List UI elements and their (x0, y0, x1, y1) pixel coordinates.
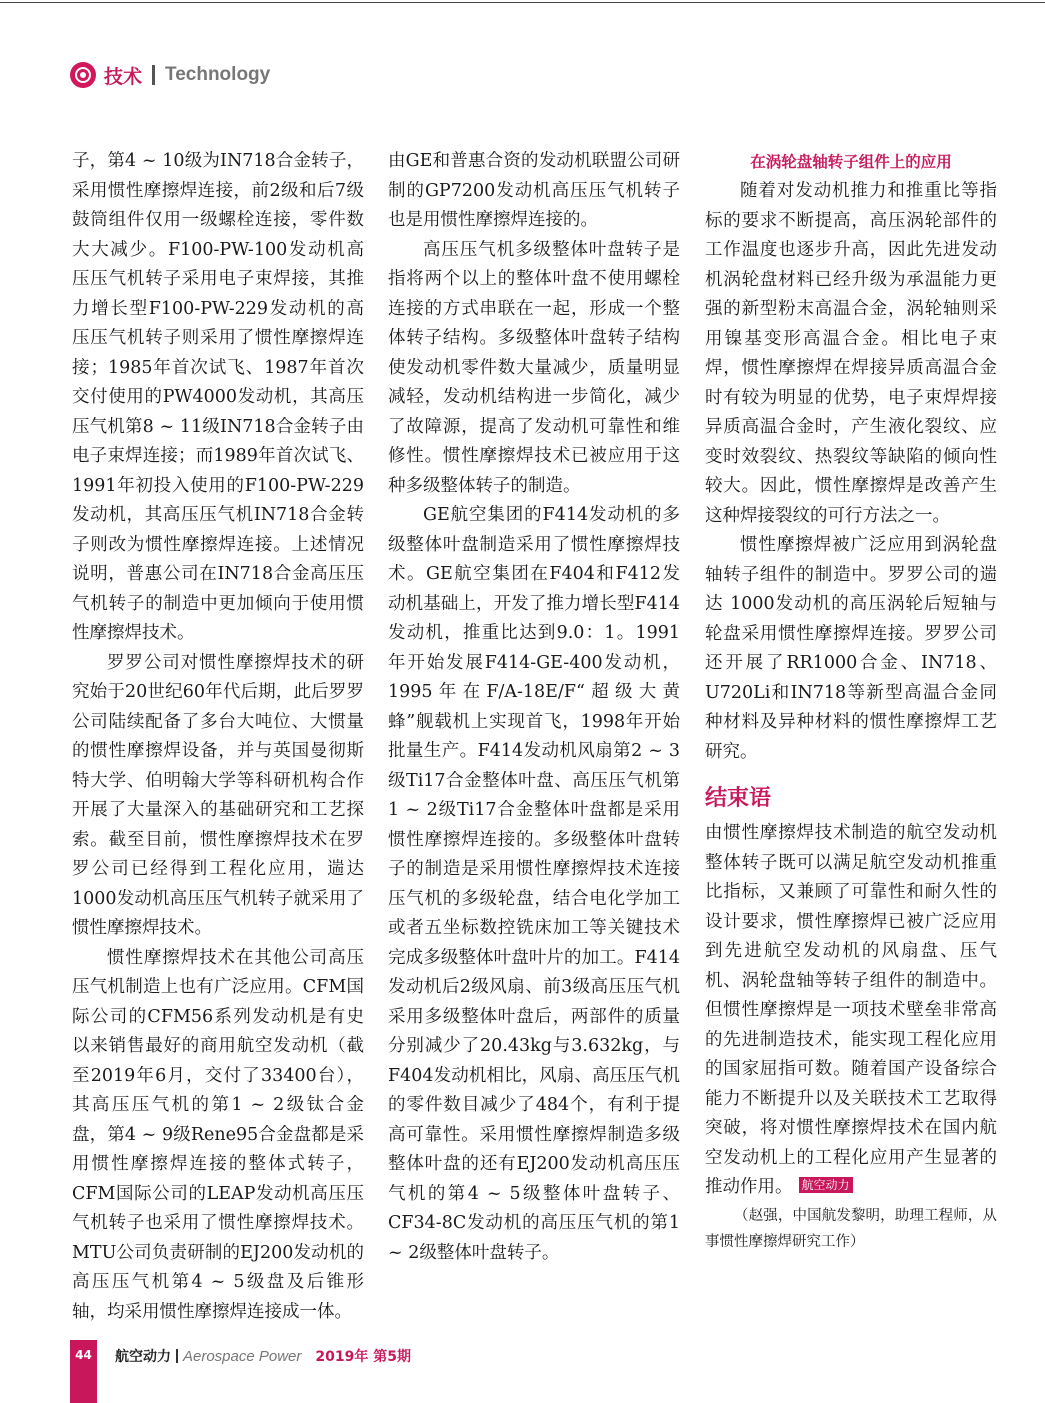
column-1 (72, 147, 364, 1327)
paragraph: 随着对发动机推力和推重比等指标的要求不断提高，高压涡轮部件的工作温度也逐步升高，因此先进发动机涡轮盘材料已经升级为承温能力更强的新型粉末高温合金，涡轮轴则采用镍基变形高温合金。相比电子束焊，惯性摩擦焊在焊接异质高温合金时有较为明显的优势，电子束焊焊接异质高温合金时，产生液化裂纹、应变时效裂纹、热裂纹等缺陷的倾向性较大。因此，惯性摩擦焊是改善产生这种焊接裂纹的可行方法之一。 (705, 181, 997, 526)
end-mark-badge: 航空动力 (799, 1177, 853, 1193)
conclusion-paragraph (705, 819, 997, 1203)
author-note: （赵强，中国航发黎明，助理工程师，从事惯性摩擦焊研究工作） (705, 1207, 997, 1250)
page-number: 44 (75, 1348, 92, 1362)
column-2 (388, 147, 680, 1268)
footer-journal-cn: 航空动力 (115, 1349, 171, 1365)
paragraph: 罗罗公司对惯性摩擦焊技术的研究始于20世纪60年代后期，此后罗罗公司陆续配备了多台大吨位、大惯量的惯性摩擦焊设备，并与英国曼彻斯特大学、伯明翰大学等科研机构合作开展了大量深入的基础研究和工艺探索。截至目前，惯性摩擦焊技术在罗罗公司已经得到工程化应用，遄达 1000发动机高压压气机转子就采用了惯性摩擦焊技术。 (72, 652, 364, 938)
footer (115, 1344, 411, 1368)
paragraph: 高压压气机多级整体叶盘转子是指将两个以上的整体叶盘不使用螺栓连接的方式串联在一起，形成一个整体转子结构。多级整体叶盘转子结构使发动机零件数大量减少，质量明显减轻，发动机结构进一步简化，减少了故障源，提高了发动机可靠性和维修性。惯性摩擦焊技术已被应用于这种多级整体转子的制造。 (388, 239, 680, 496)
section-divider (152, 65, 155, 85)
footer-divider (176, 1349, 178, 1363)
section-title-en: Technology (165, 64, 271, 85)
paragraph: 惯性摩擦焊技术在其他公司高压压气机制造上也有广泛应用。CFM国际公司的CFM56系列发动机是有史以来销售最好的商用航空发动机（截至2019年6月，交付了33400台），其高压压气机的第1 ~ 2级钛合金盘，第4 ~ 9级Rene95合金盘都是采用惯性摩擦焊连接的整体式转子，CFM国际公司的LEAP发动机高压压气机转子也采用了惯性摩擦焊技术。MTU公司负责研制的EJ200发动机的高压压气机第4 ~ 5级盘及后锥形轴，均采用惯性摩擦焊连接成一体。 (72, 947, 364, 1322)
paragraph: 惯性摩擦焊被广泛应用到涡轮盘轴转子组件的制造中。罗罗公司的遄达 1000发动机的高压涡轮后短轴与轮盘采用惯性摩擦焊连接。罗罗公司还开展了RR1000合金、IN718、U720Li和IN718等新型高温合金同种材料及异种材料的惯性摩擦焊工艺研究。 (705, 535, 997, 762)
paragraph: 由GE和普惠合资的发动机联盟公司研制的GP7200发动机高压压气机转子也是用惯性摩擦焊连接的。 (388, 151, 680, 230)
footer-issue: 2019年 第5期 (315, 1349, 411, 1365)
paragraph: 子，第4 ~ 10级为IN718合金转子，采用惯性摩擦焊连接，前2级和后7级鼓筒组件仅用一级螺栓连接，零件数大大减少。F100-PW-100发动机高压压气机转子采用电子束焊接，其推力增长型F100-PW-229发动机的高压压气机转子则采用了惯性摩擦焊连接；1985年首次试飞、1987年首次交付使用的PW4000发动机，其高压压气机第8 ~ 11级IN718合金转子由电子束焊连接；而1989年首次试飞、1991年初投入使用的F100-PW-229发动机，其高压压气机IN718合金转子则改为惯性摩擦焊连接。上述情况说明，普惠公司在IN718合金高压压气机转子的制造中更加倾向于使用惯性摩擦焊技术。 (72, 151, 364, 643)
section-header (70, 58, 270, 92)
column-3 (705, 147, 997, 1255)
top-rule (0, 2, 1045, 3)
conclusion-heading: 结束语 (705, 786, 772, 811)
journal-logo-icon (70, 62, 96, 88)
subsection-heading: 在涡轮盘轴转子组件上的应用 (750, 153, 952, 171)
footer-journal-en: Aerospace Power (183, 1347, 302, 1365)
paragraph: GE航空集团的F414发动机的多级整体叶盘制造采用了惯性摩擦焊技术。GE航空集团在F404和F412发动机基础上，开发了推力增长型F414发动机，推重比达到9.0：1。1991年开始发展F414-GE-400发动机，1995年在F/A-18E/F“超级大黄蜂”舰载机上实现首飞，1998年开始批量生产。F414发动机风扇第2 ~ 3级Ti17合金整体叶盘、高压压气机第1 ~ 2级Ti17合金整体叶盘都是采用惯性摩擦焊连接的。多级整体叶盘转子的制造是采用惯性摩擦焊技术连接压气机的多级轮盘，结合电化学加工或者五坐标数控铣床加工等关键技术完成多级整体叶盘叶片的加工。F414发动机后2级风扇、前3级高压压气机采用多级整体叶盘后，两部件的质量分别减少了20.43kg与3.632kg，与F404发动机相比，风扇、高压压气机的零件数目减少了484个，有利于提高可靠性。采用惯性摩擦焊制造多级整体叶盘的还有EJ200发动机高压压气机的第4 ~ 5级整体叶盘转子、CF34-8C发动机的高压压气机的第1 ~ 2级整体叶盘转子。 (388, 505, 680, 1263)
section-title-cn: 技术 (104, 65, 143, 88)
conclusion-text: 由惯性摩擦焊技术制造的航空发动机整体转子既可以满足航空发动机推重比指标，又兼顾了可靠性和耐久性的设计要求，惯性摩擦焊已被广泛应用到先进航空发动机的风扇盘、压气机、涡轮盘轴等转子组件的制造中。但惯性摩擦焊是一项技术壁垒非常高的先进制造技术，能实现工程化应用的国家屈指可数。随着国产设备综合能力不断提升以及关联技术工艺取得突破，将对惯性摩擦焊技术在国内航空发动机上的工程化应用产生显著的推动作用。 (705, 823, 997, 1197)
